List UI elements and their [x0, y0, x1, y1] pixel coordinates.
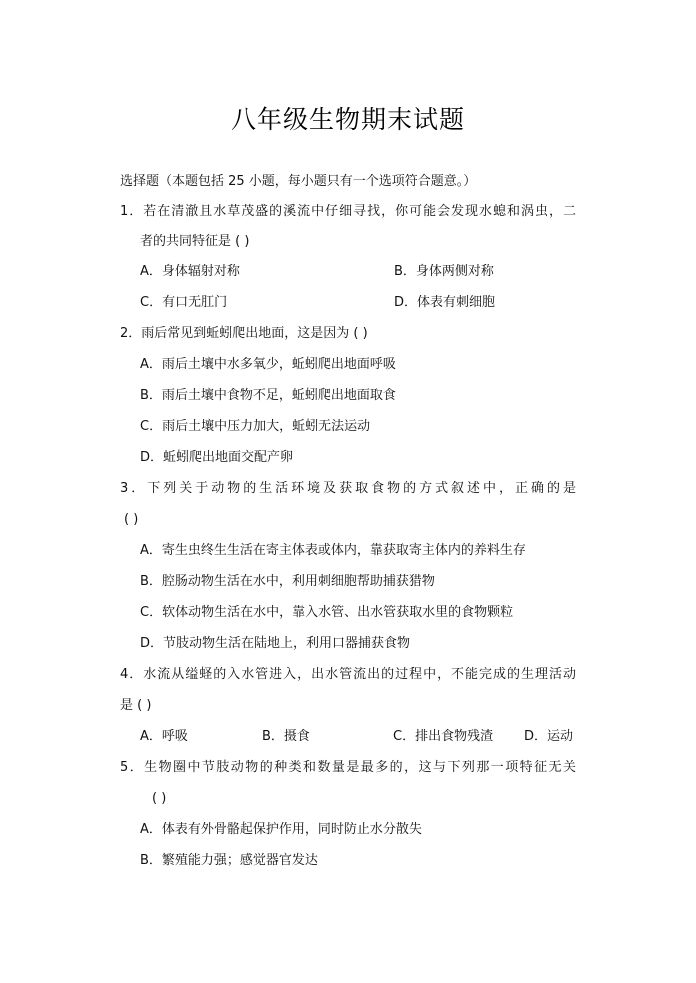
q1-option-d: D．体表有刺细胞 — [394, 295, 496, 310]
q3-option-c: C．软体动物生活在水中，靠入水管、出水管获取水里的食物颗粒 — [140, 605, 514, 620]
q1-option-c: C．有口无肛门 — [140, 295, 228, 310]
q4-option-c: C．排出食物残渣 — [393, 729, 494, 744]
q1-stem-line2: 者的共同特征是 ( ) — [140, 234, 250, 249]
q3-option-d: D．节肢动物生活在陆地上，利用口器捕获食物 — [140, 636, 411, 651]
q3-stem-line1: 3．下列关于动物的生活环境及获取食物的方式叙述中，正确的是 — [120, 481, 576, 496]
q2-option-b: B．雨后土壤中食物不足，蚯蚓爬出地面取食 — [140, 388, 396, 403]
q2-option-a: A．雨后土壤中水多氧少，蚯蚓爬出地面呼吸 — [140, 357, 396, 372]
q2-stem: 2．雨后常见到蚯蚓爬出地面，这是因为 ( ) — [120, 326, 368, 341]
q4-option-b: B．摄食 — [262, 729, 310, 744]
q5-stem-line1: 5．生物圈中节肢动物的种类和数量是最多的，这与下列那一项特征无关 — [120, 760, 576, 775]
q3-option-a: A．寄生虫终生生活在寄主体表或体内，靠获取寄主体内的养料生存 — [140, 543, 526, 558]
q4-option-a: A．呼吸 — [140, 729, 188, 744]
q5-stem-line2: ( ) — [152, 791, 167, 806]
q2-option-d: D．蚯蚓爬出地面交配产卵 — [140, 450, 294, 465]
q1-stem-line1: 1．若在清澈且水草茂盛的溪流中仔细寻找，你可能会发现水螅和涡虫，二 — [120, 204, 576, 219]
q4-option-d: D．运动 — [524, 729, 574, 744]
q1-option-a: A．身体辐射对称 — [140, 264, 240, 279]
q4-stem-line2: 是 ( ) — [120, 698, 152, 713]
q4-stem-line1: 4．水流从缢蛏的入水管进入，出水管流出的过程中，不能完成的生理活动 — [120, 667, 576, 682]
q5-option-a: A．体表有外骨骼起保护作用，同时防止水分散失 — [140, 822, 422, 837]
q3-option-b: B．腔肠动物生活在水中，利用刺细胞帮助捕获猎物 — [140, 574, 435, 589]
page-title: 八年级生物期末试题 — [230, 105, 465, 134]
q1-option-b: B．身体两侧对称 — [394, 264, 494, 279]
section-header: 选择题（本题包括 25 小题，每小题只有一个选项符合题意。） — [120, 174, 477, 189]
q3-stem-line2: ( ) — [124, 512, 139, 527]
q5-option-b: B．繁殖能力强；感觉器官发达 — [140, 853, 318, 868]
q2-option-c: C．雨后土壤中压力加大，蚯蚓无法运动 — [140, 419, 371, 434]
